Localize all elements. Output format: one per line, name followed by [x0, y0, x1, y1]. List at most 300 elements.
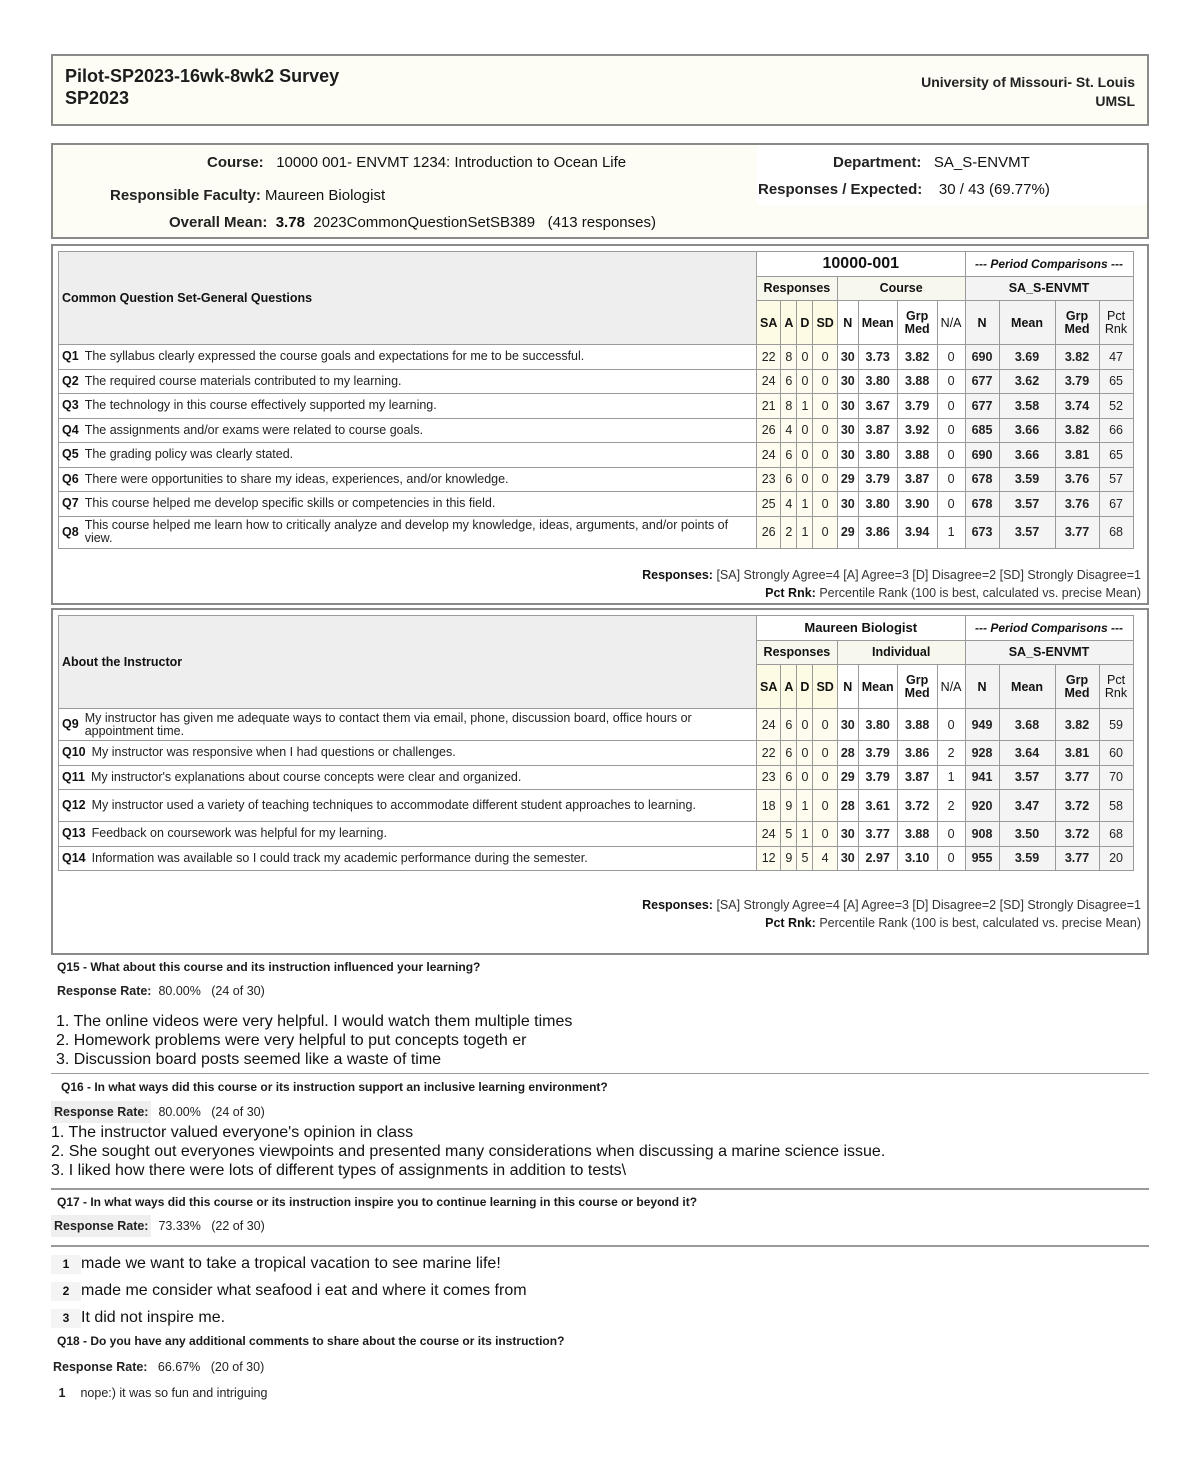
table-row — [59, 741, 1134, 766]
value-cell: 0 — [937, 467, 965, 492]
value-cell: 3.87 — [897, 765, 937, 790]
course-value: 10000 001- ENVMT 1234: Introduction to Ocean Life — [276, 154, 627, 171]
col-pct-rnk: Pct Rnk — [1099, 665, 1133, 709]
value-cell: 28 — [837, 790, 858, 822]
value-cell: 47 — [1099, 345, 1133, 370]
value-cell: 0 — [937, 418, 965, 443]
value-cell: 21 — [757, 394, 781, 419]
value-cell: 3.67 — [858, 394, 897, 419]
value-cell: 3.88 — [897, 709, 937, 741]
responses-expected-label: Responses / Expected: — [758, 181, 923, 198]
value-cell: 30 — [837, 443, 858, 468]
value-cell: 30 — [837, 492, 858, 517]
col-n: N — [837, 665, 858, 709]
general-questions-section — [51, 244, 1149, 605]
value-cell: 0 — [813, 467, 837, 492]
col-sa: SA — [757, 665, 781, 709]
question-cell — [59, 394, 757, 419]
value-cell: 3.57 — [999, 492, 1055, 517]
course-group-label: Course — [837, 276, 965, 301]
value-cell: 673 — [965, 516, 999, 548]
value-cell: 3.64 — [999, 741, 1055, 766]
value-cell: 30 — [837, 846, 858, 871]
faculty-label: Responsible Faculty: — [110, 187, 261, 204]
question-text: There were opportunities to share my ideas, experiences, and/or knowledge. — [84, 471, 509, 486]
open-ended-q16 — [51, 1080, 1149, 1180]
value-cell: 678 — [965, 492, 999, 517]
value-cell: 0 — [813, 394, 837, 419]
value-cell: 678 — [965, 467, 999, 492]
instructor-questions-table — [58, 615, 1134, 871]
legend-responses-text: [SA] Strongly Agree=4 [A] Agree=3 [D] Disagree=2 [SD] Strongly Disagree=1 — [716, 568, 1141, 582]
value-cell: 3.88 — [897, 369, 937, 394]
value-cell: 0 — [813, 741, 837, 766]
overall-mean-value: 3.78 — [275, 214, 305, 231]
col-dept-n: N — [965, 665, 999, 709]
question-cell — [59, 492, 757, 517]
col-grp-med: Grp Med — [897, 301, 937, 345]
question-cell — [59, 467, 757, 492]
value-cell: 0 — [937, 369, 965, 394]
value-cell: 3.88 — [897, 822, 937, 847]
value-cell: 3.59 — [999, 846, 1055, 871]
question-text: My instructor used a variety of teaching techniques to accommodate different student approaches to learning. — [91, 798, 696, 812]
responses-group-label: Responses — [757, 276, 838, 301]
value-cell: 20 — [1099, 846, 1133, 871]
faculty-row — [110, 187, 385, 204]
section-title: About the Instructor — [59, 616, 757, 709]
table-row — [59, 394, 1134, 419]
question-id: Q10 — [62, 745, 86, 760]
value-cell: 23 — [757, 467, 781, 492]
value-cell: 949 — [965, 709, 999, 741]
value-cell: 3.90 — [897, 492, 937, 517]
value-cell: 3.87 — [858, 418, 897, 443]
table-row — [59, 345, 1134, 370]
legend-responses-label: Responses: — [642, 898, 713, 912]
value-cell: 0 — [813, 790, 837, 822]
value-cell: 70 — [1099, 765, 1133, 790]
value-cell: 30 — [837, 345, 858, 370]
value-cell: 25 — [757, 492, 781, 517]
value-cell: 30 — [837, 709, 858, 741]
divider — [51, 1245, 1149, 1247]
value-cell: 24 — [757, 369, 781, 394]
table-row — [59, 443, 1134, 468]
value-cell: 30 — [837, 369, 858, 394]
value-cell: 26 — [757, 418, 781, 443]
question-cell — [59, 709, 757, 741]
responses-expected-value: 30 / 43 (69.77%) — [938, 181, 1050, 198]
value-cell: 3.72 — [897, 790, 937, 822]
question-text: My instructor was responsive when I had questions or challenges. — [91, 745, 456, 760]
response-item: 1. The online videos were very helpful. I would watch them multiple times — [56, 1013, 573, 1030]
legend-responses-text: [SA] Strongly Agree=4 [A] Agree=3 [D] Disagree=2 [SD] Strongly Disagree=1 — [716, 898, 1141, 912]
value-cell: 2 — [937, 790, 965, 822]
value-cell: 58 — [1099, 790, 1133, 822]
value-cell: 6 — [781, 741, 797, 766]
question-text: The technology in this course effectively supported my learning. — [84, 398, 437, 413]
table-row — [59, 846, 1134, 871]
value-cell: 68 — [1099, 516, 1133, 548]
question-text: Q15 - What about this course and its instruction influenced your learning? — [57, 960, 481, 974]
dept-group-label: SA_S-ENVMT — [965, 276, 1133, 301]
value-cell: 1 — [797, 394, 813, 419]
response-item: 3. Discussion board posts seemed like a waste of time — [56, 1051, 442, 1068]
question-id: Q1 — [62, 349, 79, 364]
col-d: D — [797, 301, 813, 345]
value-cell: 3.86 — [897, 741, 937, 766]
question-cell — [59, 418, 757, 443]
value-cell: 24 — [757, 443, 781, 468]
col-dept-grp-med: Grp Med — [1055, 301, 1099, 345]
value-cell: 0 — [813, 369, 837, 394]
table-row — [59, 790, 1134, 822]
value-cell: 3.57 — [999, 516, 1055, 548]
value-cell: 0 — [813, 516, 837, 548]
table-row — [59, 822, 1134, 847]
responses-group-label: Responses — [757, 640, 838, 665]
group-title: Maureen Biologist — [757, 616, 966, 641]
value-cell: 29 — [837, 516, 858, 548]
value-cell: 3.61 — [858, 790, 897, 822]
overall-mean-row — [169, 214, 656, 231]
question-text: This course helped me develop specific skills or competencies in this field. — [84, 496, 496, 511]
value-cell: 1 — [797, 790, 813, 822]
value-cell: 4 — [813, 846, 837, 871]
value-cell: 66 — [1099, 418, 1133, 443]
value-cell: 1 — [797, 822, 813, 847]
question-id: Q11 — [62, 769, 85, 784]
question-id: Q2 — [62, 373, 79, 388]
value-cell: 3.79 — [1055, 369, 1099, 394]
response-item: 1. The instructor valued everyone's opinion in class — [51, 1124, 414, 1141]
value-cell: 24 — [757, 822, 781, 847]
value-cell: 0 — [937, 492, 965, 517]
value-cell: 26 — [757, 516, 781, 548]
value-cell: 0 — [813, 418, 837, 443]
value-cell: 3.50 — [999, 822, 1055, 847]
department-row — [833, 154, 1030, 171]
survey-title: Pilot-SP2023-16wk-8wk2 Survey — [65, 66, 340, 86]
value-cell: 0 — [813, 822, 837, 847]
value-cell: 690 — [965, 443, 999, 468]
value-cell: 920 — [965, 790, 999, 822]
question-text: Feedback on coursework was helpful for my learning. — [91, 826, 387, 841]
question-id: Q6 — [62, 471, 79, 486]
value-cell: 22 — [757, 741, 781, 766]
question-text: The required course materials contributed to my learning. — [84, 373, 402, 388]
table-row — [59, 492, 1134, 517]
legend-pct-text: Percentile Rank (100 is best, calculated vs. precise Mean) — [819, 586, 1141, 600]
value-cell: 3.87 — [897, 467, 937, 492]
value-cell: 9 — [781, 846, 797, 871]
question-cell — [59, 345, 757, 370]
question-cell — [59, 846, 757, 871]
value-cell: 3.72 — [1055, 822, 1099, 847]
response-item: 2. She sought out everyones viewpoints and presented many considerations when discussing a marine science issue. — [51, 1143, 886, 1160]
value-cell: 1 — [937, 516, 965, 548]
value-cell: 12 — [757, 846, 781, 871]
question-id: Q12 — [62, 798, 86, 812]
value-cell: 0 — [937, 443, 965, 468]
survey-term: SP2023 — [65, 88, 130, 108]
value-cell: 59 — [1099, 709, 1133, 741]
response-item: 3. I liked how there were lots of different types of assignments in addition to tests\ — [51, 1162, 627, 1179]
value-cell: 9 — [781, 790, 797, 822]
response-item: 2. Homework problems were very helpful to put concepts togeth er — [56, 1032, 527, 1049]
col-mean: Mean — [858, 665, 897, 709]
response-legend — [642, 896, 1141, 932]
table-row — [59, 369, 1134, 394]
value-cell: 3.79 — [897, 394, 937, 419]
course-label: Course: — [207, 154, 264, 171]
question-text: The assignments and/or exams were related to course goals. — [84, 422, 424, 437]
question-text: My instructor has given me adequate ways to contact them via email, phone, discussion board, office hours or appointment time. — [84, 710, 692, 738]
section-title: Common Question Set-General Questions — [59, 252, 757, 345]
col-grp-med: Grp Med — [897, 665, 937, 709]
response-rate: Response Rate: 80.00% (24 of 30) — [57, 984, 265, 998]
value-cell: 18 — [757, 790, 781, 822]
instructor-questions-section — [51, 608, 1149, 955]
value-cell: 8 — [781, 345, 797, 370]
value-cell: 3.88 — [897, 443, 937, 468]
value-cell: 3.80 — [858, 492, 897, 517]
value-cell: 3.80 — [858, 443, 897, 468]
value-cell: 3.77 — [1055, 516, 1099, 548]
response-legend — [642, 566, 1141, 602]
value-cell: 65 — [1099, 443, 1133, 468]
value-cell: 28 — [837, 741, 858, 766]
question-id: Q7 — [62, 496, 79, 511]
col-na: N/A — [937, 301, 965, 345]
open-ended-q15 — [51, 960, 1149, 1069]
col-a: A — [781, 301, 797, 345]
question-text: This course helped me learn how to critically analyze and develop my knowledge, ideas, arguments, and/or points of view. — [84, 518, 729, 545]
value-cell: 2.97 — [858, 846, 897, 871]
period-comparisons-label: --- Period Comparisons --- — [965, 252, 1133, 277]
response-list — [51, 1012, 1149, 1069]
value-cell: 3.76 — [1055, 467, 1099, 492]
divider — [51, 1188, 1149, 1190]
value-cell: 690 — [965, 345, 999, 370]
value-cell: 3.73 — [858, 345, 897, 370]
value-cell: 29 — [837, 467, 858, 492]
question-text: Q18 - Do you have any additional comments to share about the course or its instruction? — [57, 1334, 565, 1348]
value-cell: 30 — [837, 418, 858, 443]
value-cell: 3.59 — [999, 467, 1055, 492]
question-id: Q13 — [62, 826, 86, 841]
course-info-panel — [51, 143, 1149, 239]
value-cell: 29 — [837, 765, 858, 790]
responses-count: (413 responses) — [547, 214, 656, 231]
dept-group-label: SA_S-ENVMT — [965, 640, 1133, 665]
table-row — [59, 516, 1134, 548]
col-a: A — [781, 665, 797, 709]
value-cell: 67 — [1099, 492, 1133, 517]
col-pct-rnk: Pct Rnk — [1099, 301, 1133, 345]
value-cell: 24 — [757, 709, 781, 741]
value-cell: 3.79 — [858, 741, 897, 766]
responses-expected-row — [758, 181, 1050, 198]
value-cell: 3.82 — [1055, 709, 1099, 741]
value-cell: 3.66 — [999, 418, 1055, 443]
value-cell: 3.68 — [999, 709, 1055, 741]
question-id: Q14 — [62, 850, 86, 865]
overall-mean-label: Overall Mean: — [169, 214, 268, 231]
value-cell: 955 — [965, 846, 999, 871]
question-cell — [59, 741, 757, 766]
col-sa: SA — [757, 301, 781, 345]
individual-group-label: Individual — [837, 640, 965, 665]
question-text: The grading policy was clearly stated. — [84, 447, 294, 462]
value-cell: 6 — [781, 467, 797, 492]
col-mean: Mean — [858, 301, 897, 345]
faculty-value: Maureen Biologist — [265, 187, 386, 204]
value-cell: 3.10 — [897, 846, 937, 871]
question-id: Q5 — [62, 447, 79, 462]
value-cell: 6 — [781, 709, 797, 741]
legend-pct-label: Pct Rnk: — [765, 916, 816, 930]
response-item: 1 nope:) it was so fun and intriguing — [58, 1386, 268, 1400]
question-cell — [59, 790, 757, 822]
value-cell: 3.82 — [1055, 418, 1099, 443]
value-cell: 0 — [797, 765, 813, 790]
value-cell: 1 — [797, 516, 813, 548]
question-cell — [59, 516, 757, 548]
report-header — [51, 54, 1149, 126]
value-cell: 0 — [797, 467, 813, 492]
value-cell: 4 — [781, 418, 797, 443]
value-cell: 0 — [937, 846, 965, 871]
legend-pct-text: Percentile Rank (100 is best, calculated vs. precise Mean) — [819, 916, 1141, 930]
q17-response-list — [51, 1254, 1149, 1330]
value-cell: 3.74 — [1055, 394, 1099, 419]
question-id: Q3 — [62, 398, 79, 413]
value-cell: 57 — [1099, 467, 1133, 492]
value-cell: 3.72 — [1055, 790, 1099, 822]
value-cell: 2 — [781, 516, 797, 548]
value-cell: 3.81 — [1055, 741, 1099, 766]
value-cell: 68 — [1099, 822, 1133, 847]
value-cell: 8 — [781, 394, 797, 419]
response-item: 3 It did not inspire me. — [51, 1308, 1149, 1330]
value-cell: 3.81 — [1055, 443, 1099, 468]
value-cell: 0 — [937, 822, 965, 847]
value-cell: 3.69 — [999, 345, 1055, 370]
value-cell: 6 — [781, 443, 797, 468]
value-cell: 3.86 — [858, 516, 897, 548]
department-label: Department: — [833, 154, 922, 171]
value-cell: 0 — [813, 709, 837, 741]
value-cell: 3.62 — [999, 369, 1055, 394]
value-cell: 6 — [781, 369, 797, 394]
value-cell: 0 — [813, 345, 837, 370]
value-cell: 65 — [1099, 369, 1133, 394]
legend-responses-label: Responses: — [642, 568, 713, 582]
table-row — [59, 418, 1134, 443]
institution-abbr: UMSL — [1095, 93, 1135, 109]
general-questions-table — [58, 251, 1134, 549]
value-cell: 3.82 — [1055, 345, 1099, 370]
value-cell: 1 — [937, 765, 965, 790]
value-cell: 0 — [813, 443, 837, 468]
value-cell: 23 — [757, 765, 781, 790]
value-cell: 52 — [1099, 394, 1133, 419]
value-cell: 3.77 — [858, 822, 897, 847]
value-cell: 3.79 — [858, 765, 897, 790]
open-ended-q17 — [51, 1195, 1149, 1237]
divider — [51, 1073, 1149, 1074]
response-item: 1 made we want to take a tropical vacation to see marine life! — [51, 1254, 1149, 1281]
value-cell: 3.80 — [858, 709, 897, 741]
value-cell: 3.76 — [1055, 492, 1099, 517]
question-cell — [59, 369, 757, 394]
value-cell: 0 — [937, 709, 965, 741]
value-cell: 3.79 — [858, 467, 897, 492]
value-cell: 685 — [965, 418, 999, 443]
value-cell: 0 — [813, 492, 837, 517]
value-cell: 3.57 — [999, 765, 1055, 790]
response-rate: Response Rate: 73.33% (22 of 30) — [51, 1215, 1149, 1237]
course-row — [207, 154, 626, 171]
value-cell: 3.92 — [897, 418, 937, 443]
legend-pct-label: Pct Rnk: — [765, 586, 816, 600]
value-cell: 677 — [965, 394, 999, 419]
value-cell: 3.66 — [999, 443, 1055, 468]
col-dept-n: N — [965, 301, 999, 345]
value-cell: 908 — [965, 822, 999, 847]
value-cell: 677 — [965, 369, 999, 394]
question-id: Q9 — [62, 717, 79, 731]
open-ended-q18 — [51, 1334, 1149, 1400]
institution-name: University of Missouri- St. Louis — [921, 74, 1135, 90]
col-dept-grp-med: Grp Med — [1055, 665, 1099, 709]
period-comparisons-label: --- Period Comparisons --- — [965, 616, 1133, 641]
question-text: Q17 - In what ways did this course or its instruction inspire you to continue learning in this course or beyond it? — [57, 1195, 698, 1209]
col-dept-mean: Mean — [999, 665, 1055, 709]
value-cell: 0 — [813, 765, 837, 790]
question-set: 2023CommonQuestionSetSB389 — [313, 214, 536, 231]
group-title: 10000-001 — [757, 252, 966, 277]
col-na: N/A — [937, 665, 965, 709]
value-cell: 3.47 — [999, 790, 1055, 822]
col-d: D — [797, 665, 813, 709]
question-cell — [59, 443, 757, 468]
question-id: Q8 — [62, 524, 79, 539]
value-cell: 0 — [797, 345, 813, 370]
value-cell: 941 — [965, 765, 999, 790]
value-cell: 0 — [797, 443, 813, 468]
value-cell: 5 — [781, 822, 797, 847]
value-cell: 3.94 — [897, 516, 937, 548]
response-list — [51, 1123, 1149, 1180]
question-text: Q16 - In what ways did this course or its instruction support an inclusive learning environment? — [61, 1080, 608, 1094]
department-value: SA_S-ENVMT — [933, 154, 1030, 171]
value-cell: 30 — [837, 394, 858, 419]
question-text: My instructor's explanations about course concepts were clear and organized. — [90, 769, 522, 784]
value-cell: 0 — [797, 709, 813, 741]
value-cell: 2 — [937, 741, 965, 766]
col-sd: SD — [813, 665, 837, 709]
value-cell: 0 — [937, 345, 965, 370]
response-item: 2 made me consider what seafood i eat and where it comes from — [51, 1281, 1149, 1308]
value-cell: 3.80 — [858, 369, 897, 394]
value-cell: 3.58 — [999, 394, 1055, 419]
question-cell — [59, 822, 757, 847]
question-text: The syllabus clearly expressed the course goals and expectations for me to be successful. — [84, 349, 585, 364]
col-n: N — [837, 301, 858, 345]
